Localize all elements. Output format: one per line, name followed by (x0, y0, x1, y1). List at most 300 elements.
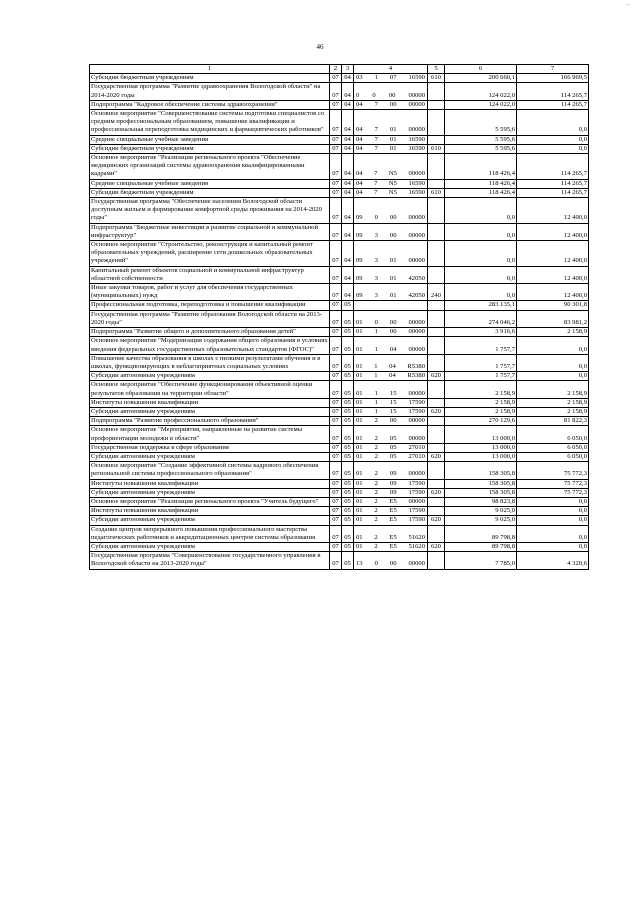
section-code: 07 (330, 552, 342, 569)
table-row (90, 372, 589, 381)
row-name: Капитальный ремонт объектов социальной и коммунальной инфраструктур областной собственности (90, 266, 330, 283)
amount-col7: 2 158,9 (517, 398, 589, 407)
amount-col7: 114 265,7 (517, 100, 589, 109)
row-name: Субсидии автономным учреждениям (90, 407, 330, 416)
row-name: Субсидии бюджетным учреждениям (90, 74, 330, 83)
code-part: 17590 (408, 398, 425, 406)
code-part: 17590 (408, 488, 425, 496)
subsection-code: 04 (342, 198, 354, 224)
code-part: 01 (389, 292, 397, 300)
expense-type-code (428, 417, 445, 426)
table-row (90, 497, 589, 506)
section-code: 07 (330, 462, 342, 479)
target-article-code (354, 462, 428, 479)
target-article-parts (355, 275, 426, 283)
amount-col7: 0,0 (517, 525, 589, 542)
amount-col7: 0,0 (517, 144, 589, 153)
code-part: 01 (389, 257, 397, 265)
code-part: 2 (374, 452, 378, 460)
amount-col6: 5 595,6 (445, 135, 517, 144)
table-row (90, 443, 589, 452)
row-name: Иные закупки товаров, работ и услуг для обеспечения государственных (муниципальных) нужд (90, 284, 330, 301)
row-name: Подпрограмма "Кадровое обеспечение системы здравоохранения" (90, 100, 330, 109)
section-code: 07 (330, 284, 342, 301)
code-part: 17590 (408, 516, 425, 524)
section-code: 07 (330, 266, 342, 283)
subsection-code: 05 (342, 407, 354, 416)
expense-type-code (428, 135, 445, 144)
target-article-parts (355, 180, 426, 188)
row-name: Институты повышения квалификации (90, 479, 330, 488)
expense-type-code (428, 381, 445, 398)
code-part: 1 (374, 362, 378, 370)
code-part: 00000 (408, 434, 425, 442)
row-name: Государственная поддержка в сфере образования (90, 443, 330, 452)
code-part: 00000 (408, 328, 425, 336)
subsection-code: 05 (342, 542, 354, 551)
code-part: 51620 (408, 533, 425, 541)
expense-type-code (428, 462, 445, 479)
amount-col6: 274 046,2 (445, 310, 517, 327)
section-code: 07 (330, 83, 342, 100)
subsection-code: 05 (342, 479, 354, 488)
code-part: 01 (389, 135, 397, 143)
amount-col7: 114 265,7 (517, 188, 589, 197)
target-article-code (354, 381, 428, 398)
code-part: 2 (374, 434, 378, 442)
subsection-code: 05 (342, 310, 354, 327)
expense-type-code (428, 398, 445, 407)
code-part: 42050 (408, 292, 425, 300)
row-name: Субсидии бюджетным учреждениям (90, 144, 330, 153)
code-part: 0 (374, 318, 378, 326)
target-article-parts (355, 292, 426, 300)
table-row (90, 488, 589, 497)
subsection-code: 04 (342, 74, 354, 83)
section-code: 07 (330, 398, 342, 407)
target-article-code (354, 188, 428, 197)
row-name: Основное мероприятие "Обеспечение функционирования объективной оценки результатов образования на территории области" (90, 381, 330, 398)
section-code: 07 (330, 188, 342, 197)
table-row (90, 426, 589, 443)
table-row (90, 462, 589, 479)
table-row (90, 266, 589, 283)
code-part: 09 (356, 231, 363, 239)
target-article-code (354, 452, 428, 461)
expense-type-code: 620 (428, 488, 445, 497)
amount-col6: 158 305,8 (445, 488, 517, 497)
code-part: 01 (356, 542, 363, 550)
amount-col7: 114 265,7 (517, 179, 589, 188)
expense-type-code: 620 (428, 372, 445, 381)
code-part: 15 (389, 398, 397, 406)
target-article-code (354, 135, 428, 144)
amount-col6: 118 426,4 (445, 179, 517, 188)
code-part: 3 (374, 274, 378, 282)
code-part: 2 (374, 516, 378, 524)
target-article-parts (355, 417, 426, 425)
code-part: 04 (356, 179, 363, 187)
section-code: 07 (330, 337, 342, 354)
amount-col6: 9 025,0 (445, 516, 517, 525)
expense-type-code (428, 83, 445, 100)
table-row (90, 381, 589, 398)
amount-col7: 0,0 (517, 507, 589, 516)
section-code: 07 (330, 354, 342, 371)
code-part: 16590 (408, 188, 425, 196)
subsection-code: 05 (342, 452, 354, 461)
code-part: N5 (388, 188, 397, 196)
amount-col7: 0,0 (517, 372, 589, 381)
expense-type-code (428, 337, 445, 354)
amount-col7: 2 158,9 (517, 328, 589, 337)
row-name: Повышение качества образования в школах с низкими результатами обучения и в школах, функционирующих в неблагоприятных социальных условиях (90, 354, 330, 371)
code-part: 09 (389, 479, 397, 487)
table-row (90, 100, 589, 109)
target-article-code (354, 328, 428, 337)
code-part: 00 (389, 328, 397, 336)
table-row (90, 135, 589, 144)
code-part: 09 (389, 470, 397, 478)
code-part: 15 (389, 407, 397, 415)
section-code: 07 (330, 110, 342, 136)
section-code: 07 (330, 223, 342, 240)
header-cell: 2 (330, 65, 342, 74)
section-code: 07 (330, 100, 342, 109)
section-code: 07 (330, 154, 342, 180)
target-article-parts (355, 390, 426, 398)
code-part: 2 (374, 533, 378, 541)
amount-col7: 0,0 (517, 354, 589, 371)
code-part: 00000 (408, 100, 425, 108)
section-code: 07 (330, 542, 342, 551)
header-cell: 7 (517, 65, 589, 74)
amount-col6: 9 025,0 (445, 507, 517, 516)
code-part: 00000 (408, 318, 425, 326)
code-part: R5380 (407, 362, 425, 370)
code-part: 01 (356, 407, 363, 415)
code-part: 17590 (408, 507, 425, 515)
row-name: Государственная программа "Развитие образования Вологодской области на 2013-2020 годы" (90, 310, 330, 327)
code-part: 1 (374, 74, 378, 82)
code-part: 01 (356, 328, 363, 336)
code-part: 2 (374, 443, 378, 451)
code-part: 2 (374, 417, 378, 425)
code-part: 00000 (408, 91, 425, 99)
subsection-code: 05 (342, 552, 354, 569)
code-part: E5 (389, 533, 397, 541)
expense-type-code (428, 443, 445, 452)
expense-type-code: 240 (428, 284, 445, 301)
code-part: 09 (356, 292, 363, 300)
code-part: 01 (356, 507, 363, 515)
table-row (90, 525, 589, 542)
code-part: 01 (356, 533, 363, 541)
subsection-code: 05 (342, 398, 354, 407)
code-part: 7 (374, 170, 378, 178)
table-row (90, 516, 589, 525)
code-part: 05 (389, 434, 397, 442)
target-article-parts (355, 399, 426, 407)
row-name: Средние специальные учебные заведения (90, 179, 330, 188)
target-article-code (354, 144, 428, 153)
row-name: Субсидии автономным учреждениям (90, 516, 330, 525)
target-article-code (354, 100, 428, 109)
amount-col6: 0,0 (445, 266, 517, 283)
row-name: Государственная программа "Обеспечение населения Вологодской области доступным жильем и формирование комфортной среды проживания на 2014-2020 годы" (90, 198, 330, 224)
target-article-parts (355, 498, 426, 506)
table-row (90, 110, 589, 136)
code-part: 04 (356, 170, 363, 178)
amount-col7: 75 772,3 (517, 462, 589, 479)
code-part: 2 (374, 479, 378, 487)
code-part: 0 (374, 214, 378, 222)
target-article-parts (355, 363, 426, 371)
table-row (90, 83, 589, 100)
target-article-code (354, 426, 428, 443)
target-article-code (354, 301, 428, 310)
amount-col7: 6 050,0 (517, 426, 589, 443)
amount-col6: 7 785,0 (445, 552, 517, 569)
expense-type-code: 610 (428, 74, 445, 83)
code-part: 01 (389, 126, 397, 134)
row-name: Подпрограмма "Бюджетные инвестиции в развитие социальной и коммунальной инфраструктур" (90, 223, 330, 240)
target-article-code (354, 525, 428, 542)
code-part: 15 (389, 389, 397, 397)
section-code: 07 (330, 372, 342, 381)
expense-type-code (428, 241, 445, 267)
target-article-code (354, 241, 428, 267)
subsection-code: 04 (342, 266, 354, 283)
target-article-code (354, 443, 428, 452)
table-row (90, 337, 589, 354)
table-row (90, 452, 589, 461)
target-article-parts (355, 257, 426, 265)
subsection-code: 05 (342, 417, 354, 426)
amount-col6: 13 000,0 (445, 452, 517, 461)
expense-type-code (428, 479, 445, 488)
code-part: 01 (356, 434, 363, 442)
expense-type-code (428, 154, 445, 180)
subsection-code: 05 (342, 507, 354, 516)
code-part: 04 (389, 372, 396, 380)
target-article-code (354, 284, 428, 301)
subsection-code: 05 (342, 516, 354, 525)
amount-col6: 0,0 (445, 241, 517, 267)
code-part: 0 (356, 91, 360, 99)
expense-type-code: 610 (428, 188, 445, 197)
budget-table (89, 64, 589, 570)
target-article-code (354, 542, 428, 551)
row-name: Основное мероприятие "Модернизация содержания общего образования в условиях введения федеральных государственных образовательных стандартов (ФГОС)" (91, 337, 328, 353)
code-part: 01 (356, 362, 363, 370)
code-part: 04 (389, 345, 397, 353)
target-article-code (354, 552, 428, 569)
section-code: 07 (330, 144, 342, 153)
expense-type-code: 620 (428, 516, 445, 525)
subsection-code: 05 (342, 372, 354, 381)
amount-col7: 12 400,0 (517, 198, 589, 224)
target-article-parts (355, 74, 426, 82)
amount-col7: 4 320,6 (517, 552, 589, 569)
amount-col6: 89 798,8 (445, 525, 517, 542)
amount-col7: 12 400,0 (517, 241, 589, 267)
section-code: 07 (330, 507, 342, 516)
code-part: 00000 (408, 560, 425, 568)
code-part: 04 (356, 144, 363, 152)
section-code: 07 (330, 198, 342, 224)
target-article-code (354, 83, 428, 100)
amount-col7: 12 400,0 (517, 284, 589, 301)
code-part: 00 (389, 560, 397, 568)
header-cell: 6 (445, 65, 517, 74)
expense-type-code: 620 (428, 452, 445, 461)
code-part: 2 (374, 488, 378, 496)
amount-col6: 200 660,1 (445, 74, 517, 83)
code-part: 7 (374, 100, 378, 108)
amount-col6: 98 823,8 (445, 497, 517, 506)
target-article-code (354, 74, 428, 83)
subsection-code: 04 (342, 241, 354, 267)
target-article-parts (355, 170, 426, 178)
amount-col6: 0,0 (445, 284, 517, 301)
expense-type-code (428, 525, 445, 542)
code-part: 16590 (408, 179, 425, 187)
section-code: 07 (330, 179, 342, 188)
subsection-code: 05 (342, 462, 354, 479)
subsection-code: 05 (342, 443, 354, 452)
code-part: 04 (389, 362, 396, 370)
amount-col6: 89 798,8 (445, 542, 517, 551)
amount-col6: 3 916,6 (445, 328, 517, 337)
amount-col7: 2 158,9 (517, 381, 589, 398)
code-part: 1 (374, 328, 378, 336)
code-part: E5 (389, 516, 397, 524)
expense-type-code (428, 198, 445, 224)
section-code: 07 (330, 525, 342, 542)
table-row (90, 301, 589, 310)
table-row (90, 223, 589, 240)
code-part: 3 (374, 231, 378, 239)
row-name: Субсидии бюджетным учреждениям (90, 188, 330, 197)
amount-col7: 0,0 (517, 135, 589, 144)
table-row (90, 74, 589, 83)
target-article-parts (355, 136, 426, 144)
code-part: 1 (374, 407, 378, 415)
code-part: 2 (374, 470, 378, 478)
table-row (90, 398, 589, 407)
section-code: 07 (330, 488, 342, 497)
code-part: 00 (389, 231, 397, 239)
target-article-code (354, 154, 428, 180)
section-code: 07 (330, 241, 342, 267)
section-code: 07 (330, 479, 342, 488)
expense-type-code (428, 426, 445, 443)
code-part: 01 (356, 389, 363, 397)
code-part: 00000 (408, 257, 425, 265)
subsection-code: 05 (342, 301, 354, 310)
expense-type-code (428, 354, 445, 371)
code-part: 01 (356, 516, 363, 524)
row-name: Средние специальные учебные заведения (90, 135, 330, 144)
code-part: N5 (388, 179, 397, 187)
code-part: 1 (374, 389, 378, 397)
subsection-code: 04 (342, 110, 354, 136)
target-article-parts (355, 489, 426, 497)
code-part: 00000 (408, 345, 425, 353)
target-article-parts (355, 507, 426, 515)
row-name: Субсидии автономным учреждениям (90, 488, 330, 497)
code-part: 16590 (408, 74, 425, 82)
code-part: 7 (374, 144, 378, 152)
table-row (90, 552, 589, 569)
expense-type-code (428, 223, 445, 240)
amount-col6: 5 595,6 (445, 144, 517, 153)
target-article-code (354, 398, 428, 407)
amount-col7: 2 158,9 (517, 407, 589, 416)
code-part: 00 (389, 318, 397, 326)
expense-type-code: 610 (428, 144, 445, 153)
table-row (90, 479, 589, 488)
table-row (90, 417, 589, 426)
row-name: Институты повышения квалификации (90, 398, 330, 407)
code-part: 01 (356, 372, 363, 380)
amount-col6: 1 757,7 (445, 337, 517, 354)
target-article-parts (355, 232, 426, 240)
expense-type-code: 620 (428, 407, 445, 416)
target-article-code (354, 372, 428, 381)
amount-col6: 118 426,4 (445, 188, 517, 197)
target-article-parts (355, 444, 426, 452)
amount-col6: 1 757,7 (445, 372, 517, 381)
target-article-code (354, 310, 428, 327)
expense-type-code (428, 507, 445, 516)
amount-col6: 2 158,9 (445, 407, 517, 416)
target-article-parts (355, 408, 426, 416)
amount-col6: 283 135,1 (445, 301, 517, 310)
code-part: 01 (356, 398, 363, 406)
amount-col6: 5 595,6 (445, 110, 517, 136)
section-code: 07 (330, 443, 342, 452)
target-article-parts (355, 534, 426, 542)
amount-col7: 166 969,5 (517, 74, 589, 83)
subsection-code: 04 (342, 154, 354, 180)
target-article-parts (355, 189, 426, 197)
subsection-code: 04 (342, 223, 354, 240)
section-code: 07 (330, 497, 342, 506)
section-code: 07 (330, 310, 342, 327)
target-article-parts (355, 214, 426, 222)
amount-col7: 6 050,0 (517, 443, 589, 452)
subsection-code: 05 (342, 354, 354, 371)
row-name: Основное мероприятие "Создание эффективной системы кадрового обеспечения региональной системы профессионального образования" (90, 462, 330, 479)
row-name: Государственная программа "Совершенствование государственного управления в Вологодской области на 2013-2020 годы" (90, 552, 330, 569)
code-part: 0 (374, 560, 378, 568)
target-article-parts (355, 319, 426, 327)
table-row (90, 154, 589, 180)
amount-col7: 0,0 (517, 110, 589, 136)
target-article-parts (355, 560, 426, 568)
code-part: 01 (356, 318, 363, 326)
expense-type-code (428, 110, 445, 136)
code-part: 01 (356, 488, 363, 496)
header-cell: 1 (90, 65, 330, 74)
code-part: 05 (389, 443, 397, 451)
code-part: 01 (389, 274, 397, 282)
code-part: 00000 (408, 126, 425, 134)
code-part: 2 (374, 542, 378, 550)
code-part: 7 (374, 126, 378, 134)
